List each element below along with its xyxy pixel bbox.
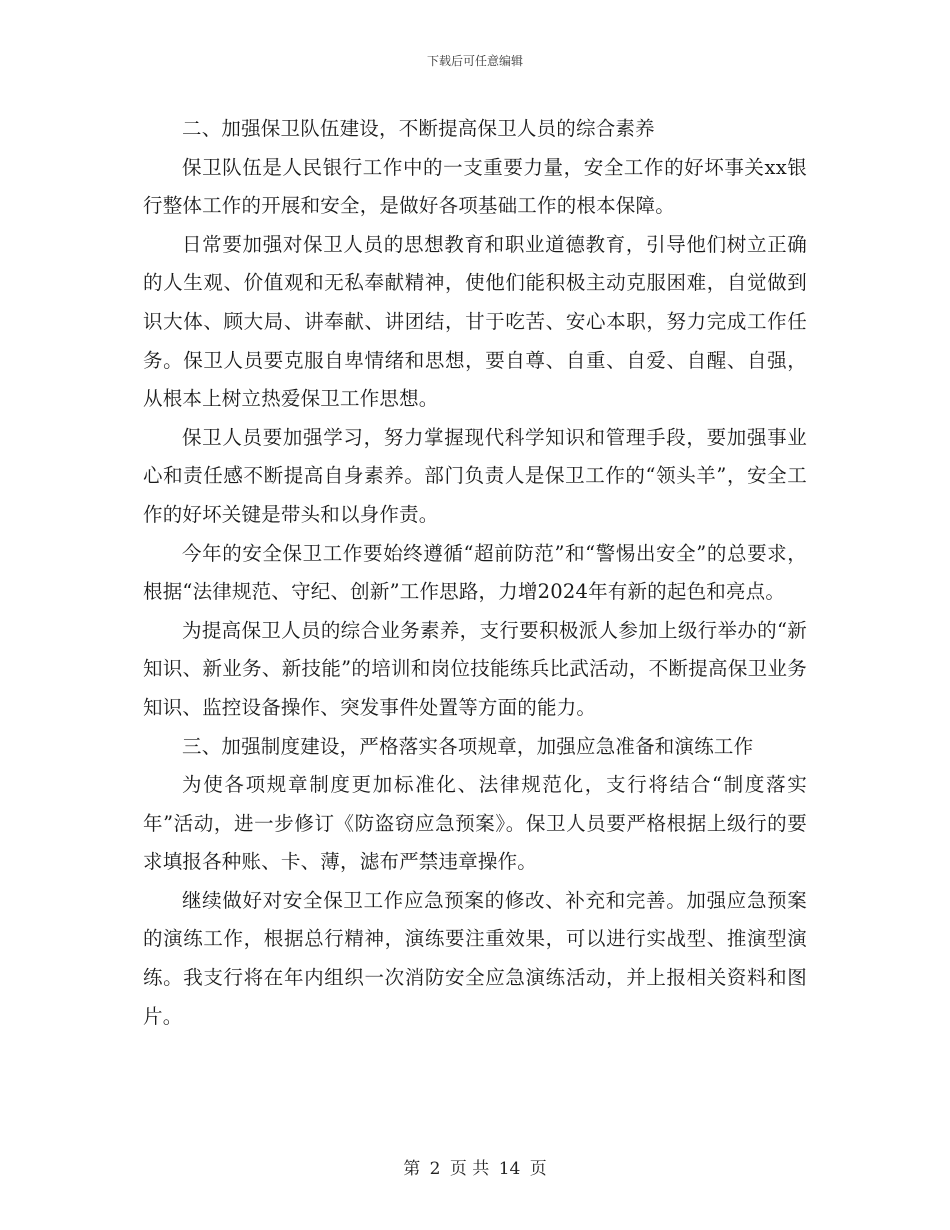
footer-prefix: 第	[403, 1159, 421, 1179]
section-heading-3: 三、加强制度建设，严格落实各项规章，加强应急准备和演练工作	[182, 734, 754, 758]
page-footer	[0, 1154, 950, 1179]
page-header: 下载后可任意编辑	[426, 54, 523, 68]
paragraph: 保卫队伍是人民银行工作中的一支重要力量，安全工作的好坏事关xx银行整体工作的开展和安全，是做好各项基础工作的根本保障。	[143, 155, 807, 218]
paragraph: 今年的安全保卫工作要始终遵循“超前防范”和“警惕出安全”的总要求，根据“法律规范、守纪、创新”工作思路，力增2024年有新的起色和亮点。	[143, 541, 807, 604]
page-number: 2	[429, 1159, 441, 1179]
paragraph: 保卫人员要加强学习，努力掌握现代科学知识和管理手段，要加强事业心和责任感不断提高自身素养。部门负责人是保卫工作的“领头羊”，安全工作的好坏关键是带头和以身作责。	[143, 425, 807, 526]
paragraph: 继续做好对安全保卫工作应急预案的修改、补充和完善。加强应急预案的演练工作，根据总行精神，演练要注重效果，可以进行实战型、推演型演练。我支行将在年内组织一次消防安全应急演练活动，并上报相关资料和图片。	[143, 888, 807, 1028]
footer-middle: 页 共	[449, 1159, 490, 1179]
page-total: 14	[498, 1159, 521, 1179]
paragraph: 为提高保卫人员的综合业务素养，支行要积极派人参加上级行举办的“新知识、新业务、新技能”的培训和岗位技能练兵比武活动，不断提高保卫业务知识、监控设备操作、突发事件处置等方面的能力。	[143, 618, 807, 719]
paragraph: 日常要加强对保卫人员的思想教育和职业道德教育，引导他们树立正确的人生观、价值观和无私奉献精神，使他们能积极主动克服困难，自觉做到识大体、顾大局、讲奉献、讲团结，甘于吃苦、安心本职，努力完成工作任务。保卫人员要克服自卑情绪和思想，要自尊、自重、自爱、自醒、自强，从根本上树立热爱保卫工作思想。	[143, 232, 807, 411]
document-body	[143, 110, 807, 1036]
paragraph: 为使各项规章制度更加标准化、法律规范化，支行将结合“制度落实年”活动，进一步修订《防盗窃应急预案》。保卫人员要严格根据上级行的要求填报各种账、卡、薄，滤布严禁违章操作。	[143, 773, 807, 874]
footer-suffix: 页	[529, 1159, 547, 1179]
section-heading-2: 二、加强保卫队伍建设，不断提高保卫人员的综合素养	[182, 117, 655, 140]
